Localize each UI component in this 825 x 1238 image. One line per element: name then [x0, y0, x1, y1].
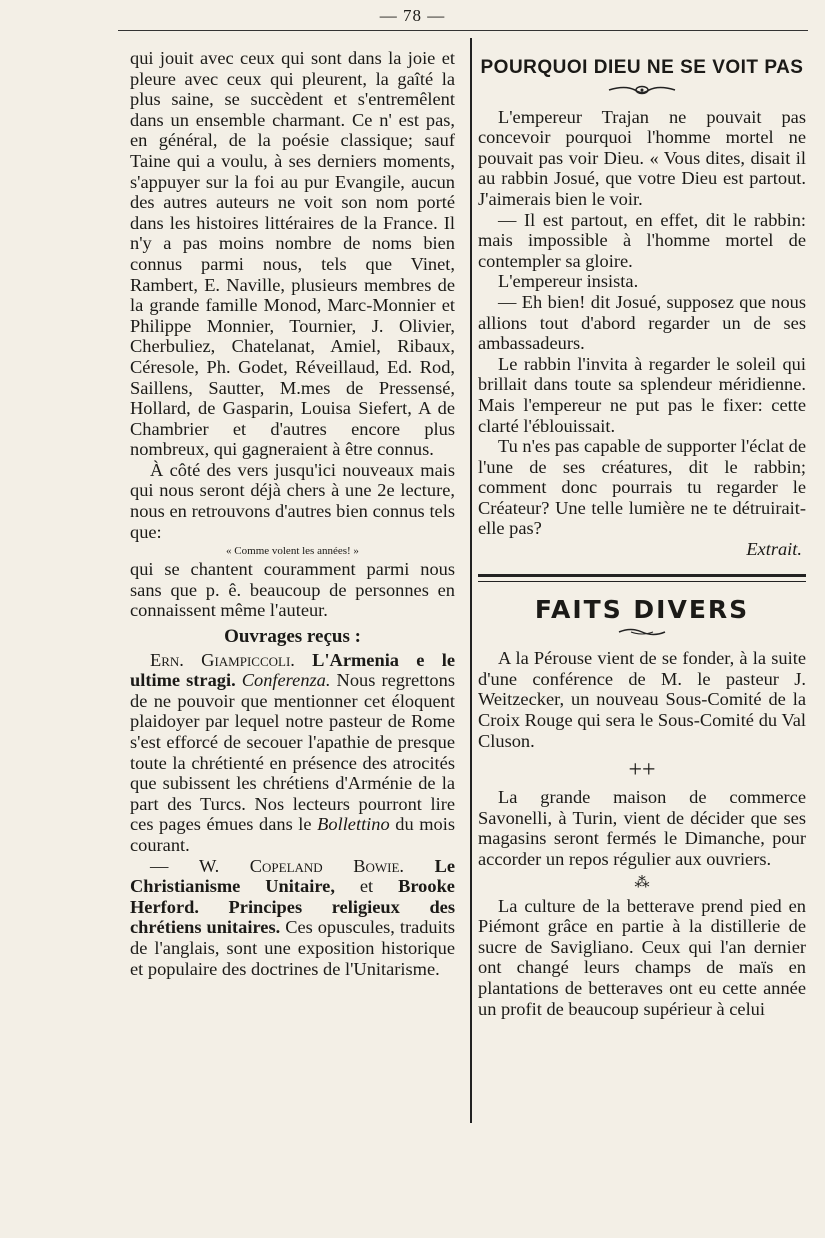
right-column: [478, 48, 806, 1019]
item1-journal: Bollettino: [317, 814, 390, 835]
item2-author: W. Copeland Bowie.: [198, 855, 405, 876]
story-paragraph-6: Tu n'es pas capable de supporter l'éclat de l'une de ses créatures, dit le rabbin; comment donc pourrais tu regarder le Créateur? Une telle lumière ne te détruirait-elle pas?: [478, 436, 806, 539]
fait-divers-2: La grande maison de commerce Savonelli, à Turin, vient de décider que ses magasins seront fermés le Dimanche, pour accorder un repos régulier aux ouvriers.: [478, 787, 806, 869]
left-paragraph-3: qui se chantent couramment parmi nous sans que p. ê. beaucoup de personnes en connaissent même l'auteur.: [130, 559, 455, 621]
item1-title: L'Armenia e le ultime stragi.: [130, 649, 455, 691]
item2-text: Ces opuscules, traduits de l'anglais, sont une exposition historique et populaire des doctrines de l'Unitarisme.: [130, 917, 455, 979]
item1-text-a: Nous regrettons de ne pouvoir que mentionner cet éloquent plaidoyer par lequel notre pasteur de Rome s'est efforcé de secouer l'apathie de presque toute la chrétienté en présence des atrocités que subissent les chrétiens d'Arménie de la part des Turcs. Nos lecteurs pourront lire ces pages émues dans le: [130, 670, 455, 835]
story-paragraph-2: — Il est partout, en effet, dit le rabbin: mais impossible à l'homme mortel de contempler sa gloire.: [478, 209, 806, 271]
item1-text-b: du mois courant.: [130, 814, 455, 855]
left-column: [130, 48, 455, 979]
item2-et: et: [359, 876, 374, 897]
left-paragraph-2: À côté des vers jusqu'ici nouveaux mais qui nous seront déjà chers à une 2e lecture, nous en retrouvons d'autres bien connus tels que:: [130, 459, 455, 542]
page-number: — 78 —: [379, 6, 446, 25]
ouvrage-item-1: [130, 650, 455, 856]
item2-title-2: Brooke Herford. Principes religieux des chrétiens unitaires.: [130, 876, 455, 938]
left-paragraph-1: qui jouit avec ceux qui sont dans la joie et pleure avec ceux qui pleurent, la gaîté la plus saine, se succèdent et s'entremêlent dans un ensemble charmant. Ce n' est pas, en général, de la poésie classique; sauf Taine qui a voulu, à ses derniers moments, s'appuyer sur la foi au pur Evangile, aucun des autres auteurs ne voit son nom porté dans les histoires littéraires de la France. Il n'y a pas moins nombre de noms bien connus parmi nous, tels que Vinet, Rambert, E. Naville, plusieurs membres de la grande famille Monod, Marc-Monnier et Philippe Monnier, Tournier, J. Olivier, Cherbuliez, Chatelanat, Amiel, Ribaux, Céresole, Ph. Godet, Réveillaud, Ed. Rod, Saillens, Sautter, M.mes de Pressensé, Hollard, de Gasparin, Louisa Siefert, A de Chambrier et d'autres encore plus nombreux, qui gagneraient à être connus.: [130, 48, 455, 460]
story-paragraph-4: — Eh bien! dit Josué, supposez que nous allions tout d'abord regarder un de ses ambassadeurs.: [478, 291, 806, 354]
item2-title-1: Le Christianisme Unitaire,: [130, 855, 455, 897]
ornament-icon: [607, 83, 677, 97]
asterism-separator: ⁂: [634, 874, 650, 891]
faits-ornament: [478, 622, 806, 640]
item1-author: Ern. Giampiccoli.: [150, 649, 295, 670]
ornament-divider: [478, 81, 806, 99]
song-quote: « Comme volent les années! »: [226, 545, 359, 558]
ouvrage-item-2: [130, 856, 455, 980]
article-title: POURQUOI DIEU NE SE VOIT PAS: [480, 57, 804, 78]
fait-divers-1: A la Pérouse vient de se fonder, à la suite d'une conférence de M. le pasteur J. Weitzecker, un nouveau Sous-Comité de la Croix Rouge qui sera le Sous-Comité du Val Cluson.: [478, 648, 806, 751]
item1-subtitle: Conferenza.: [241, 670, 331, 691]
top-rule: [118, 30, 808, 31]
section-rule: [478, 574, 806, 582]
cross-separator: ++: [628, 757, 656, 784]
story-paragraph-3: L'empereur insista.: [498, 271, 639, 292]
signature: Extrait.: [746, 539, 802, 560]
story-paragraph-5: Le rabbin l'invita à regarder le soleil qui brillait dans toute sa splendeur méridienne. Mais l'empereur ne put pas le fixer: cette clarté l'éblouissait.: [478, 353, 806, 436]
flourish-icon: [617, 626, 667, 638]
item2-dash: —: [150, 855, 169, 876]
ouvrages-heading: Ouvrages reçus :: [224, 626, 361, 648]
story-paragraph-1: L'empereur Trajan ne pouvait pas concevoir pourquoi l'homme mortel ne pouvait pas voir Dieu. « Vous dites, disait il au rabbin Josué, que votre Dieu est partout. J'aimerais bien le voir.: [478, 106, 806, 209]
column-divider: [470, 38, 472, 1123]
fait-divers-3: La culture de la betterave prend pied en Piémont grâce en partie à la distillerie de sucre de Savigliano. Ceux qui l'an dernier ont changé leurs champs de maïs en plantations de betteraves ont eu cette année un profit de beaucoup supérieur à celui: [478, 895, 806, 1019]
faits-divers-heading: FAITS DIVERS: [534, 594, 750, 624]
